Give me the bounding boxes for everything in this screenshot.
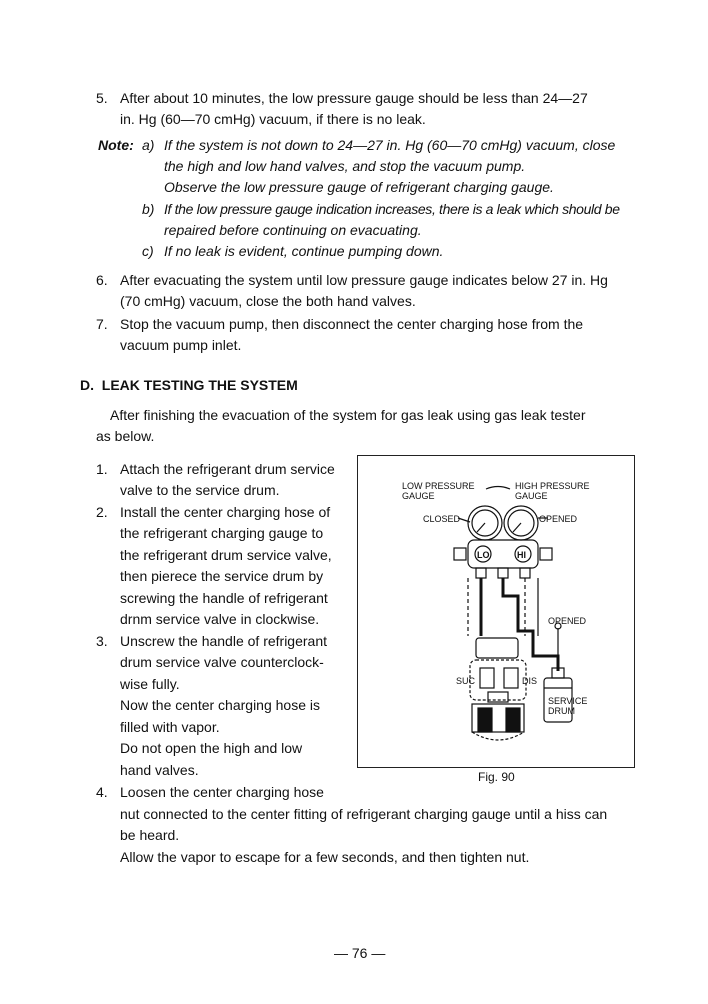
step-text: After evacuating the system until low pressure gauge indicates below 27 in. Hg (120, 272, 608, 288)
step-number: 7. (96, 316, 108, 332)
step-number: 2. (96, 504, 108, 520)
step-1-line2: valve to the service drum. (120, 482, 280, 498)
note-a-line1: If the system is not down to 24—27 in. Hg (60—70 cmHg) vacuum, close (164, 137, 616, 153)
step-3-line6: Do not open the high and low (120, 740, 303, 756)
intro-line1: After finishing the evacuation of the system for gas leak using gas leak tester (110, 407, 586, 423)
note-a-line2: the high and low hand valves, and stop the vacuum pump. (164, 158, 526, 174)
note-b-marker: b) (142, 201, 155, 217)
step-text: After about 10 minutes, the low pressure gauge should be less than 24—27 (120, 90, 588, 106)
hi-label: HI (517, 550, 526, 560)
manifold-gauge-diagram (358, 456, 634, 767)
step-2-line4: then pierece the service drum by (120, 568, 324, 584)
section-title: LEAK TESTING THE SYSTEM (101, 377, 298, 393)
intro-line2: as below. (96, 428, 155, 444)
step-3-line5: filled with vapor. (120, 719, 220, 735)
step-6-line2: (70 cmHg) vacuum, close the both hand valves. (120, 293, 416, 309)
note-a-line3: Observe the low pressure gauge of refrigerant charging gauge. (164, 179, 554, 195)
note-c-marker: c) (142, 243, 154, 259)
step-number: 1. (96, 461, 108, 477)
step-2 (96, 502, 330, 523)
step-text: Loosen the center charging hose (120, 784, 324, 800)
figure-caption: Fig. 90 (478, 770, 515, 784)
step-text: Install the center charging hose of (120, 504, 331, 520)
step-4-line2: nut connected to the center fitting of refrigerant charging gauge until a hiss can (120, 806, 608, 822)
step-6 (96, 270, 608, 291)
step-3-line2: drum service valve counterclock- (120, 654, 324, 670)
dis-label: DIS (522, 676, 538, 686)
step-2-line6: drnm service valve in clockwise. (120, 611, 320, 627)
step-2-line5: screwing the handle of refrigerant (120, 590, 328, 606)
step-number: 6. (96, 272, 108, 288)
step-1 (96, 459, 335, 480)
step-text: Attach the refrigerant drum service (120, 461, 335, 477)
step-2-line3: the refrigerant drum service valve, (120, 547, 332, 563)
step-text: Stop the vacuum pump, then disconnect the center charging hose from the (120, 316, 584, 332)
note-b-line2: repaired before continuing on evacuating. (164, 222, 422, 238)
opened-side-label: OPENED (548, 616, 587, 626)
page-number: — 76 — (334, 945, 386, 961)
section-heading (80, 375, 298, 396)
opened-top-label: OPENED (539, 514, 578, 524)
note-b-line1: If the low pressure gauge indication increases, there is a leak which should be (164, 201, 620, 217)
note-a-marker: a) (142, 137, 155, 153)
step-3-line4: Now the center charging hose is (120, 697, 320, 713)
step-text: Unscrew the handle of refrigerant (120, 633, 327, 649)
high-pressure-label: HIGH PRESSURE GAUGE (515, 481, 590, 501)
step-3-line7: hand valves. (120, 762, 199, 778)
step-3-line3: wise fully. (120, 676, 180, 692)
step-number: 3. (96, 633, 108, 649)
note-label: Note: (98, 137, 134, 153)
note-c-line1: If no leak is evident, continue pumping down. (164, 243, 444, 259)
step-4 (96, 782, 324, 803)
step-number: 5. (96, 90, 108, 106)
closed-label: CLOSED (423, 514, 461, 524)
step-number: 4. (96, 784, 108, 800)
step-7 (96, 314, 583, 335)
step-5-line2: in. Hg (60—70 cmHg) vacuum, if there is no leak. (120, 111, 426, 127)
step-4-line4: Allow the vapor to escape for a few seconds, and then tighten nut. (120, 849, 530, 865)
step-2-line2: the refrigerant charging gauge to (120, 525, 324, 541)
lo-label: LO (477, 550, 490, 560)
step-3 (96, 631, 327, 652)
section-letter: D. (80, 377, 94, 393)
step-5 (96, 88, 588, 109)
low-pressure-label: LOW PRESSURE GAUGE (402, 481, 475, 501)
suc-label: SUC (456, 676, 476, 686)
figure-frame (357, 455, 635, 768)
service-drum-label: SERVICE DRUM (548, 696, 588, 716)
step-4-line3: be heard. (120, 827, 180, 843)
step-7-line2: vacuum pump inlet. (120, 337, 242, 353)
